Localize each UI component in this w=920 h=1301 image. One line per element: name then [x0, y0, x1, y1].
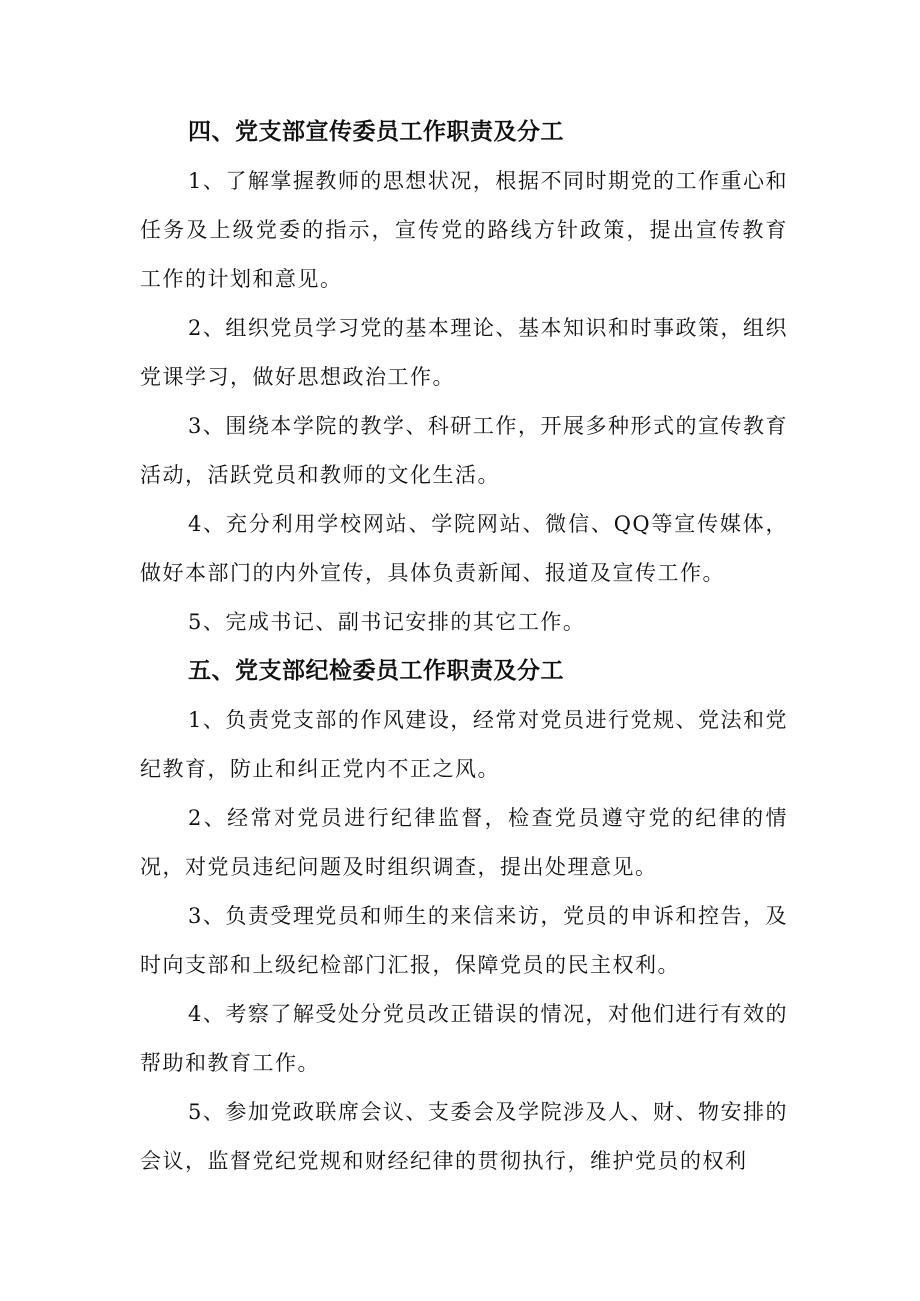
duty-paragraph: 2、经常对党员进行纪律监督，检查党员遵守党的纪律的情况，对党员违纪问题及时组织调查，提出处理意见。	[140, 806, 788, 879]
duty-paragraph: 4、充分利用学校网站、学院网站、微信、QQ等宣传媒体，做好本部门的内外宣传，具体负责新闻、报道及宣传工作。	[140, 512, 788, 585]
duty-paragraph: 5、完成书记、副书记安排的其它工作。	[188, 610, 586, 634]
duty-paragraph: 1、负责党支部的作风建设，经常对党员进行党规、党法和党纪教育，防止和纠正党内不正之风。	[140, 708, 788, 781]
section-discipline-committee	[140, 647, 788, 1186]
duty-paragraph: 4、考察了解受处分党员改正错误的情况，对他们进行有效的帮助和教育工作。	[140, 1002, 788, 1075]
duty-paragraph: 3、围绕本学院的教学、科研工作，开展多种形式的宣传教育活动，活跃党员和教师的文化生活。	[140, 414, 788, 487]
section-propaganda-committee	[140, 108, 788, 647]
document-body	[140, 108, 788, 1186]
section-heading: 四、党支部宣传委员工作职责及分工	[188, 119, 564, 145]
duty-paragraph: 3、负责受理党员和师生的来信来访，党员的申诉和控告，及时向支部和上级纪检部门汇报，保障党员的民主权利。	[140, 904, 788, 977]
section-heading: 五、党支部纪检委员工作职责及分工	[188, 658, 564, 684]
duty-paragraph: 2、组织党员学习党的基本理论、基本知识和时事政策，组织党课学习，做好思想政治工作。	[140, 316, 788, 389]
duty-paragraph: 1、了解掌握教师的思想状况，根据不同时期党的工作重心和任务及上级党委的指示，宣传党的路线方针政策，提出宣传教育工作的计划和意见。	[140, 169, 788, 291]
duty-paragraph: 5、参加党政联席会议、支委会及学院涉及人、财、物安排的会议，监督党纪党规和财经纪律的贯彻执行，维护党员的权利	[140, 1100, 788, 1173]
